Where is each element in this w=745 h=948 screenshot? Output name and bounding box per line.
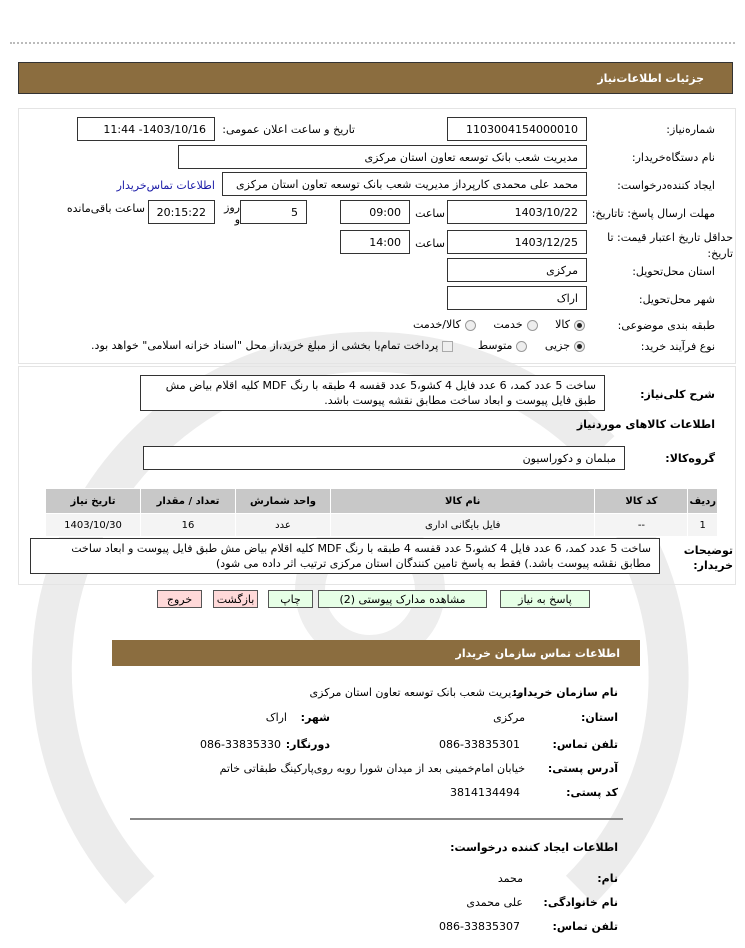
creator-info-title: اطلاعات ایجاد کننده درخواست:: [450, 841, 618, 854]
page-header: [18, 62, 733, 94]
process-radio-minor[interactable]: جزیی: [545, 339, 585, 352]
city-label: شهر محل‌تحویل:: [638, 293, 715, 306]
province-field: مرکزی: [447, 258, 587, 282]
contact-fax: 086-33835330: [200, 738, 281, 751]
validity-label: حداقل تاریخ اعتبار قیمت: تا تاریخ:: [607, 231, 733, 260]
process-radio-medium[interactable]: متوسط: [478, 339, 528, 352]
contact-divider: [130, 818, 623, 820]
view-attachments-button[interactable]: مشاهده مدارک پیوستی (2): [318, 590, 487, 608]
creator-label: ایجاد کننده‌درخواست:: [617, 179, 715, 192]
buyer-org-label: نام دستگاه‌خریدار:: [631, 151, 715, 164]
process-label: نوع فرآیند خرید:: [640, 340, 715, 353]
radio-checked-icon: [574, 341, 585, 352]
contact-fax-label: دورنگار:: [285, 738, 330, 751]
back-button[interactable]: بازگشت: [213, 590, 258, 608]
description-field: ساخت 5 عدد کمد، 6 عدد فایل 4 کشو،5 عدد قفسه 4 طبقه با رنگ MDF کلیه اقلام بیاض مش طبق فایل پیوست و ابعاد ساخت مطابق نقشه پیوست باشد.: [140, 375, 605, 411]
category-radio-goods-service[interactable]: کالا/خدمت: [413, 318, 476, 331]
cell-row: 1: [688, 514, 718, 537]
validity-date-field: 1403/12/25: [447, 230, 587, 254]
category-label: طبقه بندی موضوعی:: [617, 319, 715, 332]
validity-time-label: ساعت: [415, 237, 445, 250]
description-label: شرح کلی‌نیاز:: [640, 388, 715, 401]
page-title: جزئیات اطلاعات‌نیاز: [597, 71, 704, 85]
days-label: روز و: [224, 201, 240, 226]
buyer-org-field: مدیریت شعب بانک توسعه تعاون استان مرکزی: [178, 145, 587, 169]
remaining-days-field: 5: [240, 200, 307, 224]
contact-postal-label: کد پستی:: [566, 786, 618, 799]
deadline-time-field: 09:00: [340, 200, 410, 224]
validity-time-field: 14:00: [340, 230, 410, 254]
cell-quantity: 16: [141, 514, 236, 537]
last-name: علی محمدی: [466, 896, 523, 909]
col-date: تاریخ نیاز: [46, 489, 141, 514]
contact-org: مدیریت شعب بانک توسعه تعاون استان مرکزی: [309, 686, 523, 699]
cell-code: --: [595, 514, 688, 537]
table-header-row: [46, 489, 718, 514]
first-name-label: نام:: [597, 872, 618, 885]
col-quantity: تعداد / مقدار: [141, 489, 236, 514]
remaining-label: ساعت باقی‌مانده: [66, 202, 145, 215]
cell-name: فایل بایگانی اداری: [331, 514, 595, 537]
creator-phone: 086-33835307: [439, 920, 520, 933]
deadline-date-field: 1403/10/22: [447, 200, 587, 224]
category-radio-group: [413, 318, 585, 331]
exit-button[interactable]: خروج: [157, 590, 202, 608]
last-name-label: نام خانوادگی:: [543, 896, 618, 909]
top-divider: [10, 42, 735, 44]
buyer-notes-field: ساخت 5 عدد کمد، 6 عدد فایل 4 کشو،5 عدد قفسه 4 طبقه با رنگ MDF کلیه اقلام بیاض مش طبق فایل پیوست و ابعاد ساخت مطابق نقشه پیوست باشد.) فقط به پاسخ تامین کنندگان استان مرکزی ترتیب اثر داده می شود): [30, 538, 660, 574]
contact-header: [112, 640, 640, 666]
remaining-time-field: 20:15:22: [148, 200, 215, 224]
radio-checked-icon: [574, 320, 585, 331]
col-row: ردیف: [688, 489, 718, 514]
cell-date: 1403/10/30: [46, 514, 141, 537]
category-radio-goods[interactable]: کالا: [555, 318, 585, 331]
goods-group-label: گروه‌کالا:: [665, 452, 715, 465]
creator-phone-label: تلفن تماس:: [552, 920, 618, 933]
contact-city-label: شهر:: [300, 711, 330, 724]
goods-group-field: مبلمان و دکوراسیون: [143, 446, 625, 470]
contact-phone-label: تلفن تماس:: [552, 738, 618, 751]
contact-org-label: نام سازمان خریدار:: [512, 686, 618, 699]
contact-address-label: آدرس پستی:: [547, 762, 618, 775]
contact-title: اطلاعات تماس سازمان خریدار: [455, 646, 620, 660]
contact-province: مرکزی: [493, 711, 525, 724]
announce-field: 1403/10/16- 11:44: [77, 117, 215, 141]
need-number-field: 1103004154000010: [447, 117, 587, 141]
radio-icon: [527, 320, 538, 331]
first-name: محمد: [497, 872, 523, 885]
buyer-contact-link[interactable]: اطلاعات تماس‌خریدار: [116, 179, 215, 192]
deadline-label: مهلت ارسال پاسخ: تاتاریخ:: [591, 207, 715, 220]
col-name: نام کالا: [331, 489, 595, 514]
city-field: اراک: [447, 286, 587, 310]
col-unit: واحد شمارش: [236, 489, 331, 514]
treasury-payment-checkbox[interactable]: پرداخت تمام‌یا بخشی از مبلغ خرید،از محل "اسناد خزانه اسلامی" خواهد بود.: [91, 339, 453, 352]
goods-section-title: اطلاعات کالاهای موردنیاز: [576, 418, 715, 431]
creator-field: محمد علی محمدی کارپرداز مدیریت شعب بانک توسعه تعاون استان مرکزی: [222, 172, 587, 196]
contact-phone: 086-33835301: [439, 738, 520, 751]
goods-table: [45, 488, 718, 537]
contact-province-label: استان:: [581, 711, 618, 724]
checkbox-icon: [442, 341, 453, 352]
table-row: [46, 514, 718, 537]
radio-icon: [465, 320, 476, 331]
print-button[interactable]: چاپ: [268, 590, 313, 608]
cell-unit: عدد: [236, 514, 331, 537]
col-code: کد کالا: [595, 489, 688, 514]
process-radio-group: [91, 339, 585, 352]
contact-postal: 3814134494: [450, 786, 520, 799]
contact-city: اراک: [265, 711, 287, 724]
contact-address: خیابان امام‌خمینی بعد از میدان شورا روبه روی‌پارکینگ طبقاتی خاتم: [219, 762, 525, 775]
announce-label: تاریخ و ساعت اعلان عمومی:: [222, 123, 355, 136]
category-radio-service[interactable]: خدمت: [493, 318, 537, 331]
buyer-notes-label: توضیحات خریدار:: [683, 544, 733, 572]
radio-icon: [516, 341, 527, 352]
reply-button[interactable]: پاسخ به نیاز: [500, 590, 590, 608]
province-label: استان محل‌تحویل:: [632, 265, 715, 278]
need-number-label: شماره‌نیاز:: [666, 123, 715, 136]
deadline-time-label: ساعت: [415, 207, 445, 220]
